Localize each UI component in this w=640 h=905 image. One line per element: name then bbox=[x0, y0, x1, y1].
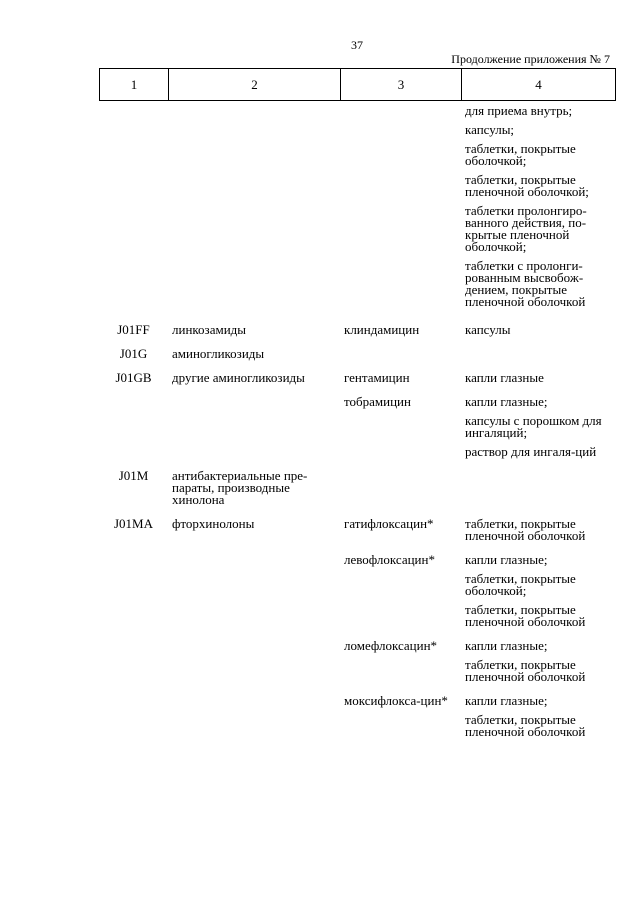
drug-name: ломефлоксацин* bbox=[344, 638, 438, 653]
atc-code: J01MA bbox=[113, 516, 153, 531]
pharmacological-group bbox=[168, 390, 340, 464]
drug-name: гатифлоксацин* bbox=[344, 516, 434, 531]
dosage-forms bbox=[461, 342, 615, 366]
atc-code bbox=[99, 390, 168, 464]
dosage-forms bbox=[461, 464, 615, 512]
pharmacological-group: линкозамиды bbox=[172, 322, 246, 337]
drug-name bbox=[340, 103, 461, 318]
atc-code bbox=[99, 548, 168, 634]
pharmacological-group bbox=[168, 634, 340, 689]
table-row bbox=[99, 464, 615, 512]
dosage-form: раствор для ингаля-ций bbox=[465, 444, 597, 459]
pharmacological-group: другие аминогликозиды bbox=[172, 370, 305, 385]
pharmacological-group bbox=[168, 689, 340, 744]
atc-code bbox=[99, 103, 168, 318]
dosage-form: таблетки, покрытые оболочкой; bbox=[465, 571, 576, 598]
page-number: 37 bbox=[351, 38, 363, 52]
pharmacological-group: антибактериальные пре-параты, производные хинолона bbox=[172, 468, 308, 507]
atc-code: J01M bbox=[118, 468, 149, 483]
dosage-form: таблетки, покрытые пленочной оболочкой bbox=[465, 602, 586, 629]
drug-table bbox=[99, 103, 615, 744]
dosage-forms bbox=[461, 103, 615, 318]
pharmacological-group: аминогликозиды bbox=[172, 346, 265, 361]
table-row bbox=[99, 512, 615, 548]
dosage-forms bbox=[461, 366, 615, 390]
pharmacological-group bbox=[168, 103, 340, 318]
dosage-forms bbox=[461, 689, 615, 744]
column-header-3: 3 bbox=[341, 69, 462, 101]
dosage-form: для приема внутрь; bbox=[465, 103, 573, 118]
dosage-form: капсулы bbox=[465, 322, 511, 337]
drug-name: клиндамицин bbox=[344, 322, 420, 337]
table-header bbox=[99, 68, 616, 101]
dosage-form: капсулы с порошком для ингаляций; bbox=[465, 413, 602, 440]
atc-code bbox=[99, 634, 168, 689]
drug-name bbox=[340, 342, 461, 366]
dosage-form: таблетки пролонгиро-ванного действия, по-крытые пленочной оболочкой; bbox=[465, 203, 587, 254]
column-header-1: 1 bbox=[100, 69, 169, 101]
dosage-form: таблетки, покрытые пленочной оболочкой bbox=[465, 516, 586, 543]
dosage-forms bbox=[461, 318, 615, 342]
dosage-form: капсулы; bbox=[465, 122, 515, 137]
drug-name: моксифлокса-цин* bbox=[344, 693, 448, 708]
dosage-forms bbox=[461, 512, 615, 548]
atc-code: J01FF bbox=[117, 322, 150, 337]
table-row bbox=[99, 318, 615, 342]
drug-name: тобрамицин bbox=[344, 394, 411, 409]
column-header-2: 2 bbox=[169, 69, 341, 101]
dosage-form: капли глазные bbox=[465, 370, 544, 385]
table-row bbox=[99, 342, 615, 366]
pharmacological-group bbox=[168, 548, 340, 634]
dosage-forms bbox=[461, 548, 615, 634]
dosage-form: таблетки, покрытые пленочной оболочкой bbox=[465, 712, 586, 739]
dosage-form: капли глазные; bbox=[465, 394, 548, 409]
atc-code: J01G bbox=[119, 346, 148, 361]
table-row bbox=[99, 634, 615, 689]
table-row bbox=[99, 390, 615, 464]
atc-code bbox=[99, 689, 168, 744]
table-row bbox=[99, 366, 615, 390]
table-row bbox=[99, 689, 615, 744]
table-row bbox=[99, 548, 615, 634]
pharmacological-group: фторхинолоны bbox=[172, 516, 255, 531]
dosage-form: таблетки с пролонги-рованным высвобож-дением, покрытые пленочной оболочкой bbox=[465, 258, 586, 309]
dosage-form: таблетки, покрытые пленочной оболочкой; bbox=[465, 172, 589, 199]
dosage-form: таблетки, покрытые оболочкой; bbox=[465, 141, 576, 168]
atc-code: J01GB bbox=[115, 370, 152, 385]
dosage-form: капли глазные; bbox=[465, 693, 548, 708]
dosage-form: капли глазные; bbox=[465, 638, 548, 653]
table-row bbox=[99, 103, 615, 318]
dosage-forms bbox=[461, 390, 615, 464]
column-header-4: 4 bbox=[462, 69, 616, 101]
drug-name: левофлоксацин* bbox=[344, 552, 435, 567]
continuation-label: Продолжение приложения № 7 bbox=[451, 52, 610, 66]
drug-name bbox=[340, 464, 461, 512]
dosage-forms bbox=[461, 634, 615, 689]
dosage-form: капли глазные; bbox=[465, 552, 548, 567]
dosage-form: таблетки, покрытые пленочной оболочкой bbox=[465, 657, 586, 684]
drug-name: гентамицин bbox=[344, 370, 410, 385]
